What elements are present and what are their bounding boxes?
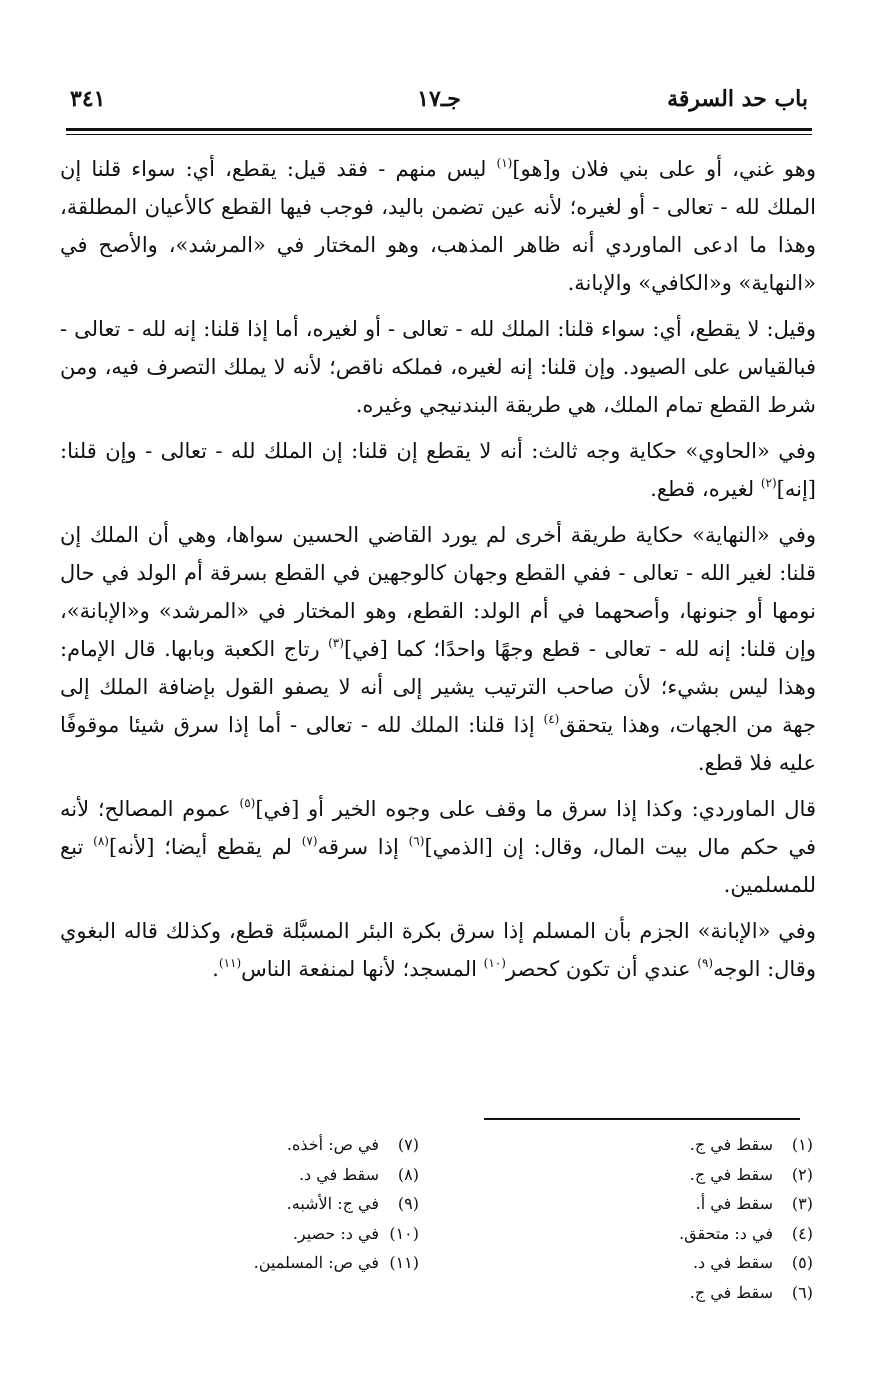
footnotes-column-left	[99, 1130, 419, 1278]
footnote-ref[interactable]: (٢)	[760, 476, 777, 490]
text-run: .	[212, 957, 219, 981]
page-number: ٣٤١	[70, 86, 106, 112]
footnote-ref[interactable]: (٩)	[697, 956, 714, 970]
footnote-text: في ص: أخذه.	[286, 1135, 379, 1154]
footnotes-column-right	[493, 1130, 813, 1307]
footnote-item	[493, 1189, 813, 1219]
text-run: المسجد؛ لأنها لمنفعة الناس	[241, 957, 484, 981]
text-run: وفي «الإبانة» الجزم بأن المسلم إذا سرق بكرة البئر المسبَّلة قطع، وكذلك قاله البغوي وقال: الوجه	[60, 919, 816, 981]
footnote-item	[493, 1130, 813, 1160]
text-run: وفي «النهاية» حكاية طريقة أخرى لم يورد القاضي الحسين سواها، وهي أن الملك إن قلنا: لغير الله - تعالى - ففي القطع وجهان كالوجهين في القطع بسرقة أم الولد في حال نومها أو جنونها، وأصحهما في أم الولد: القطع، وهو المختار في «المرشد» و«الإبانة»، وإن قلنا: إنه لله - تعالى - قطع وجهًا واحدًا؛ كما [في]	[60, 523, 816, 661]
footnote-text: في ج: الأشبه.	[286, 1194, 379, 1213]
footnote-text: في د: حصير.	[292, 1223, 379, 1243]
footnote-number: (٧)	[397, 1135, 419, 1154]
footnote-separator	[484, 1118, 800, 1120]
footnote-item	[99, 1248, 419, 1278]
header-rule-thin	[66, 134, 812, 135]
header-rule	[66, 128, 812, 131]
text-run: تبع للمسلمين.	[60, 835, 816, 897]
footnote-ref[interactable]: (٨)	[93, 834, 109, 848]
footnote-text: سقط في ج.	[689, 1164, 773, 1184]
paragraph-2	[60, 310, 816, 424]
footnote-item	[99, 1189, 419, 1219]
text-run: وقيل: لا يقطع، أي: سواء قلنا: الملك لله - تعالى - أو لغيره، أما إذا قلنا: إنه لله - تعالى - فبالقياس على الصيود. وإن قلنا: إنه لغيره، فملكه ناقص؛ لأنه لا يملك التصرف فيه، ومن شرط القطع تمام الملك، هي طريقة البندنيجي وغيره.	[60, 317, 816, 417]
footnote-number: (٥)	[791, 1253, 813, 1272]
footnote-ref[interactable]: (٧)	[301, 834, 318, 848]
text-run: رتاج الكعبة وبابها. قال الإمام: وهذا ليس بشيء؛ لأن صاحب الترتيب يشير إلى أنه لا يصفو القول بإضافة الملك إلى جهة من الجهات، وهذا يتحقق	[60, 637, 817, 737]
footnote-number: (٨)	[397, 1164, 419, 1184]
paragraph-6	[60, 912, 816, 988]
footnote-ref[interactable]: (١١)	[218, 956, 242, 970]
text-run: إذا سرقه	[317, 835, 409, 859]
text-run: لم يقطع أيضا؛ [لأنه]	[108, 835, 302, 859]
text-run: قال الماوردي: وكذا إذا سرق ما وقف على وجوه الخير أو [في]	[255, 797, 816, 821]
footnote-text: سقط في ج.	[689, 1135, 773, 1154]
footnote-number: (٦)	[791, 1282, 813, 1302]
footnote-ref[interactable]: (١)	[496, 156, 513, 170]
footnote-number: (٢)	[791, 1164, 813, 1184]
paragraph-3	[60, 432, 816, 508]
footnote-item	[493, 1160, 813, 1190]
text-run: عندي أن تكون كحصر	[505, 957, 698, 981]
footnote-number: (١٠)	[389, 1223, 419, 1243]
footnote-ref[interactable]: (١٠)	[483, 956, 506, 970]
footnote-text: سقط في د.	[298, 1164, 379, 1184]
footnote-ref[interactable]: (٣)	[328, 636, 344, 650]
footnote-number: (٩)	[397, 1194, 419, 1213]
footnote-number: (٣)	[791, 1194, 813, 1213]
text-run: وفي «الحاوي» حكاية وجه ثالث: أنه لا يقطع إن قلنا: إن الملك لله - تعالى - وإن قلنا: [إنه]	[60, 439, 816, 501]
footnote-ref[interactable]: (٥)	[239, 796, 256, 810]
footnote-text: في ص: المسلمين.	[253, 1253, 379, 1272]
footnote-ref[interactable]: (٦)	[408, 834, 425, 848]
footnote-text: سقط في د.	[692, 1253, 773, 1272]
text-run: وهو غني، أو على بني فلان و[هو]	[512, 157, 816, 181]
paragraph-5	[60, 790, 816, 904]
text-run: ليس منهم - فقد قيل: يقطع، أي: سواء قلنا إن الملك لله - تعالى - أو لغيره؛ لأنه عين تضمن باليد، فوجب فيها القطع كالأعيان المطلقة، وهذا ما ادعى الماوردي أنه ظاهر المذهب، وهو المختار في «المرشد»، والأصح في «النهاية» و«الكافي» والإبانة.	[60, 157, 816, 295]
footnote-item	[99, 1130, 419, 1160]
footnote-number: (٤)	[791, 1223, 813, 1243]
footnote-item	[493, 1278, 813, 1308]
text-run: لغيره، قطع.	[650, 477, 761, 501]
footnote-item	[99, 1160, 419, 1190]
footnote-item	[99, 1219, 419, 1249]
main-text	[60, 150, 816, 996]
text-run: إذا قلنا: الملك لله - تعالى - أما إذا سرق شيئا موقوفًا عليه فلا قطع.	[60, 713, 816, 775]
footnote-item	[493, 1219, 813, 1249]
running-header	[66, 80, 812, 124]
paragraph-4	[60, 516, 816, 782]
footnote-item	[493, 1248, 813, 1278]
paragraph-1	[60, 150, 816, 302]
footnote-text: سقط في ج.	[689, 1282, 773, 1302]
text-run: عموم المصالح؛ لأنه في حكم مال بيت المال، وقال: إن [الذمي]	[60, 797, 816, 859]
chapter-title: باب حد السرقة	[667, 86, 808, 112]
volume-label: جـ١٧	[417, 86, 461, 112]
footnote-number: (١)	[791, 1135, 813, 1154]
footnote-text: في د: متحقق.	[679, 1223, 773, 1243]
footnote-number: (١١)	[389, 1253, 419, 1272]
footnote-text: سقط في أ.	[695, 1194, 773, 1213]
footnote-ref[interactable]: (٤)	[543, 712, 560, 726]
